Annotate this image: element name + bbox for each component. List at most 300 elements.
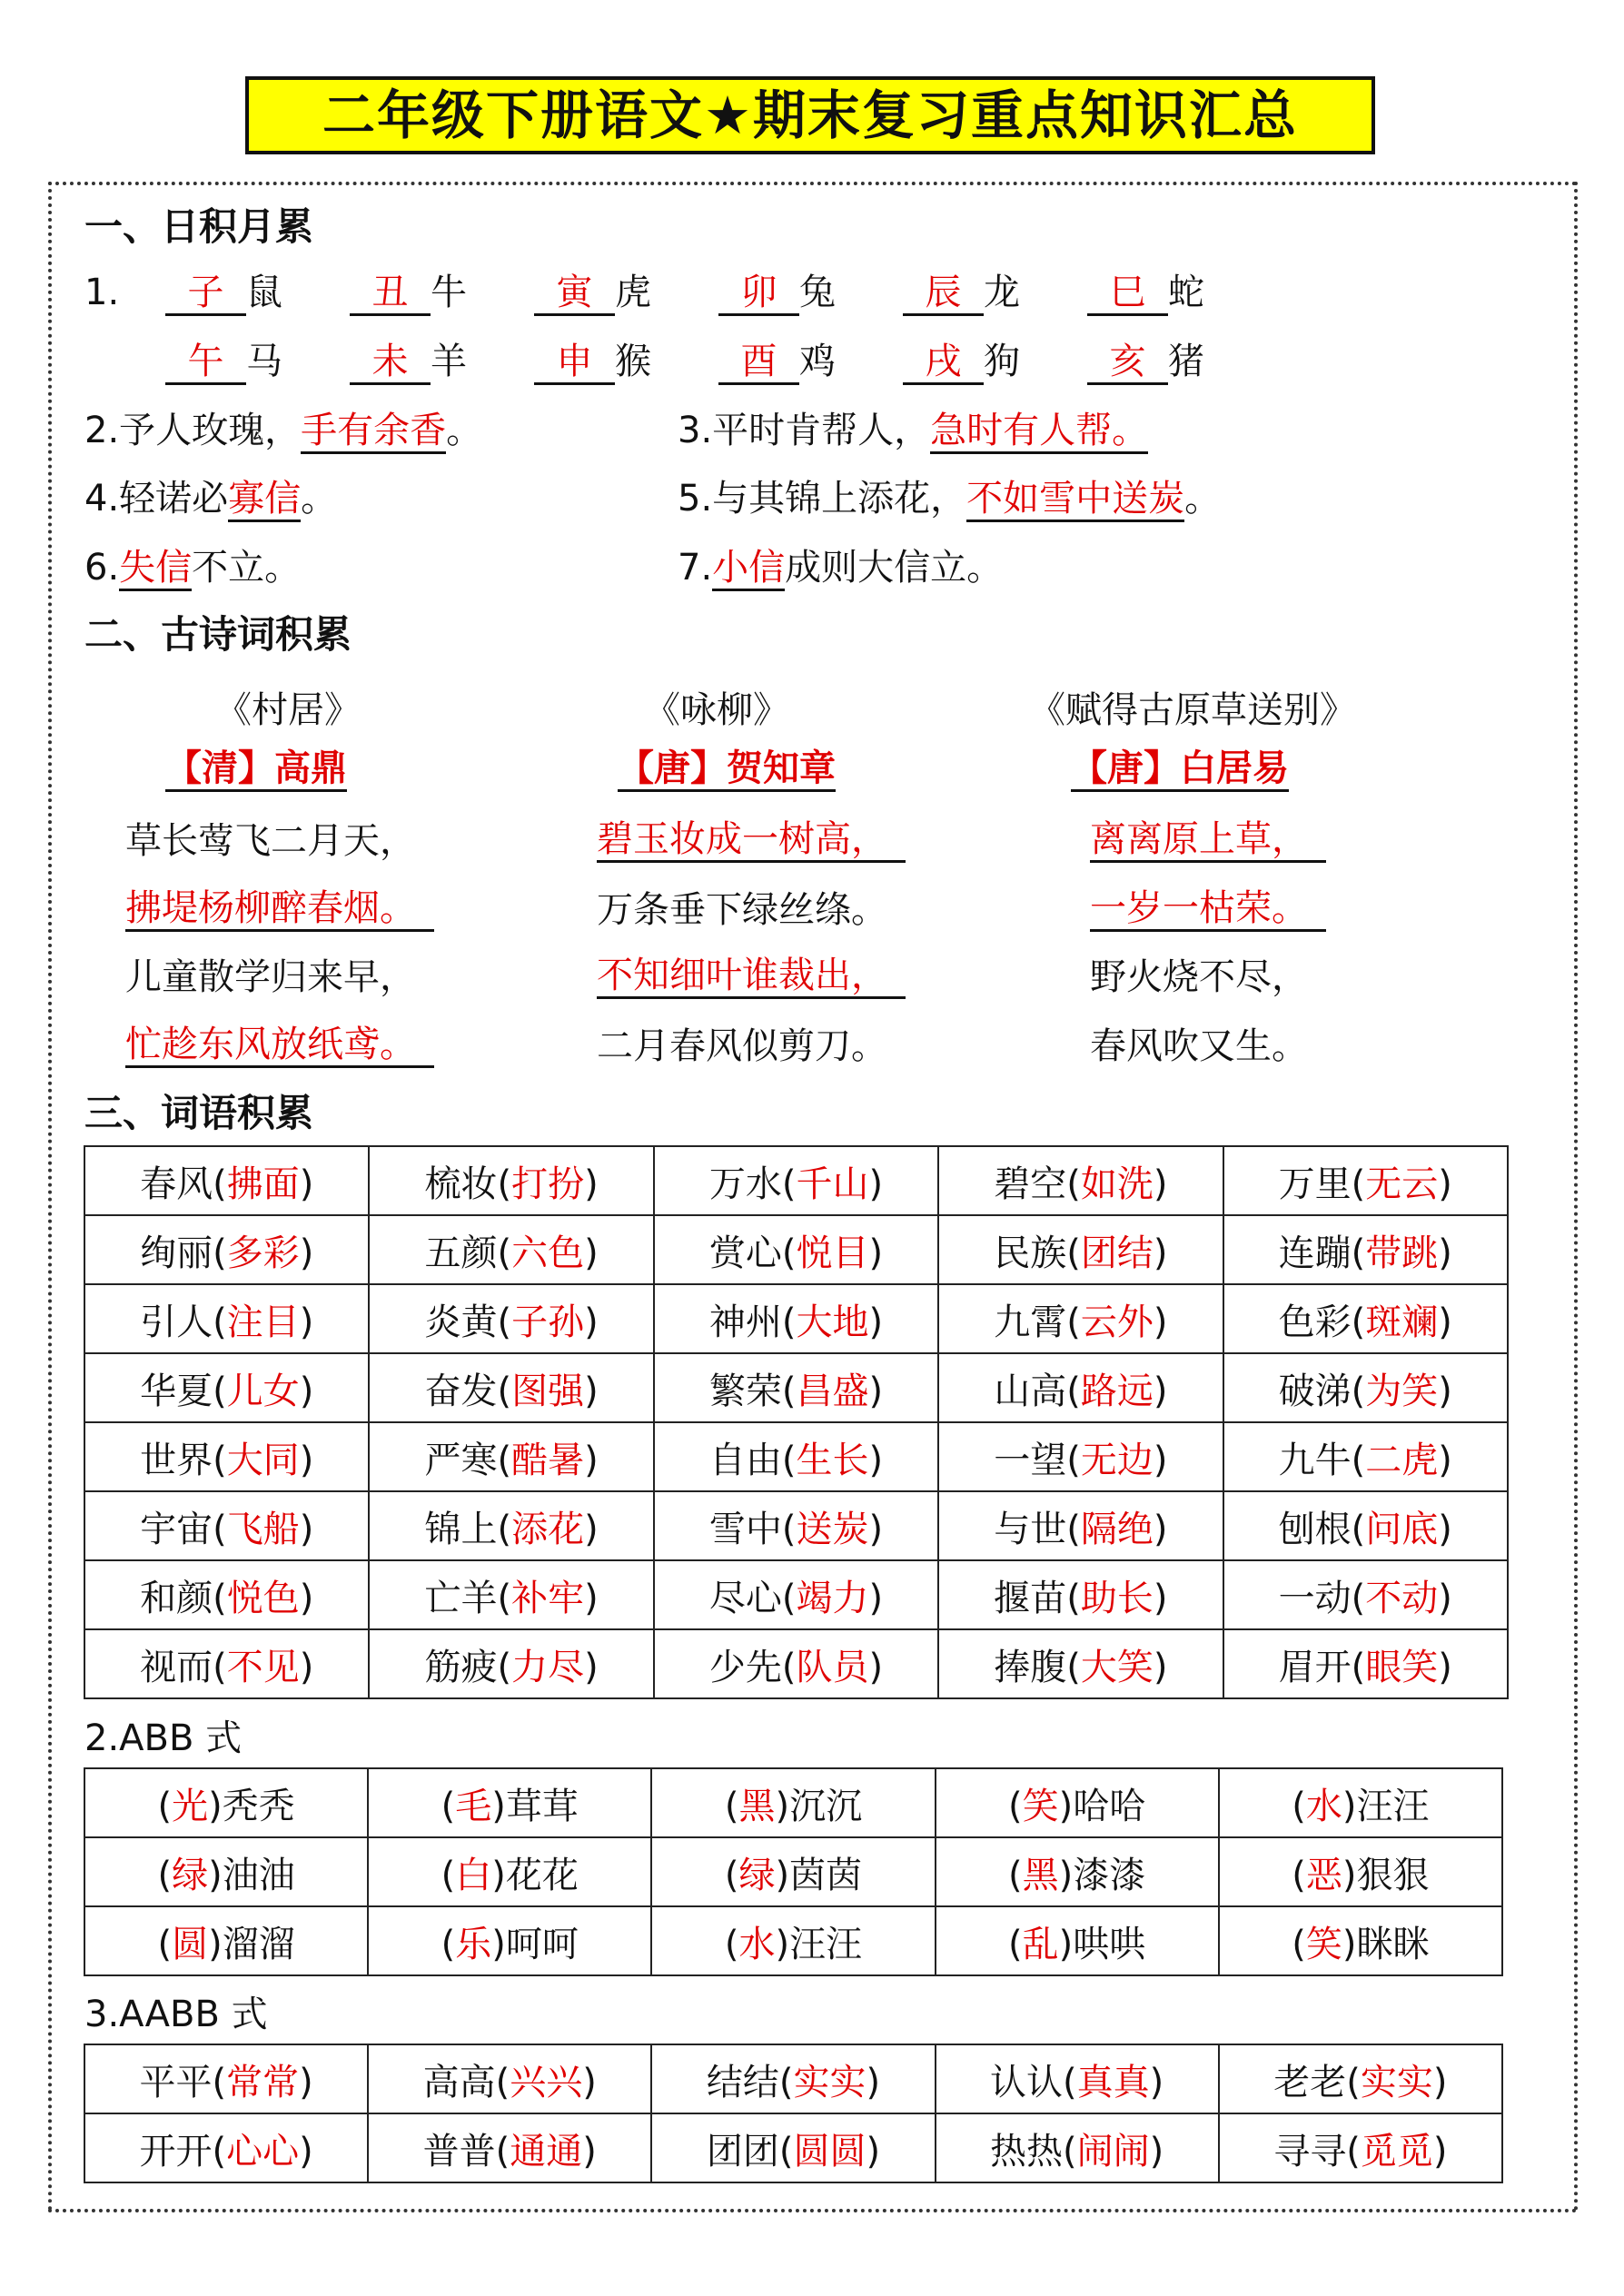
table-cell — [1223, 1491, 1508, 1560]
paren: ( — [1008, 1923, 1023, 1965]
word-part: 大笑 — [1080, 1646, 1154, 1688]
word-part: 筋疲 — [424, 1646, 498, 1688]
paren: ( — [497, 1439, 512, 1481]
table-cell — [654, 1422, 938, 1491]
paren: ) — [1058, 1854, 1074, 1896]
paren: ( — [781, 1370, 797, 1412]
paren: ) — [1438, 1646, 1452, 1688]
word-part: 绿 — [738, 1854, 776, 1896]
section-3-heading: 三、词语积累 — [84, 1091, 314, 1135]
saying-answer: 寡信 — [228, 478, 301, 522]
word-part: 通通 — [510, 2130, 583, 2172]
word-part: 圆 — [172, 1923, 209, 1965]
table-cell — [1223, 1629, 1508, 1698]
table-cell — [936, 2113, 1219, 2182]
paren: ) — [868, 1232, 884, 1274]
saying-text: 。 — [446, 410, 483, 451]
word-part: 视而 — [140, 1646, 213, 1688]
page-title: 二年级下册语文★期末复习重点知识汇总 — [245, 76, 1375, 154]
word-part: 乱 — [1022, 1923, 1059, 1965]
word-part: 问底 — [1365, 1508, 1439, 1550]
paren: ( — [495, 2130, 510, 2172]
word-part: 九霄 — [994, 1301, 1067, 1343]
paren: ) — [582, 2130, 597, 2172]
paren: ( — [213, 1439, 227, 1481]
poem-line: 碧玉妆成一树高， — [597, 818, 906, 863]
paren: ( — [1351, 1577, 1366, 1619]
paren: ( — [1063, 2061, 1077, 2103]
saying-line — [678, 408, 1148, 454]
word-part: 漆漆 — [1073, 1854, 1146, 1896]
word-part: 心心 — [226, 2130, 300, 2172]
word-part: 五颜 — [424, 1232, 498, 1274]
paren: ( — [213, 1646, 227, 1688]
word-part: 沉沉 — [789, 1785, 863, 1827]
paren: ) — [1342, 1854, 1357, 1896]
zodiac-answer: 申 — [534, 341, 615, 385]
table-cell — [369, 1353, 653, 1422]
paren: ) — [868, 1577, 884, 1619]
paren: ) — [584, 1577, 599, 1619]
word-part: 笑 — [1022, 1785, 1059, 1827]
paren: ) — [299, 1370, 314, 1412]
table-cell — [1219, 2113, 1502, 2182]
saying-text: 不立。 — [192, 547, 302, 589]
saying-line — [84, 545, 301, 591]
word-part: 老老 — [1273, 2061, 1347, 2103]
zodiac-animal: 猴 — [615, 341, 651, 382]
paren: ) — [868, 1370, 884, 1412]
paren: ( — [1066, 1163, 1081, 1205]
table-cell — [84, 1560, 369, 1629]
table-cell — [651, 2044, 935, 2113]
word-part: 尽心 — [708, 1577, 782, 1619]
paren: ( — [441, 1785, 456, 1827]
word-part: 觅觅 — [1360, 2130, 1433, 2172]
word-part: 少先 — [708, 1646, 782, 1688]
paren: ( — [1063, 2130, 1077, 2172]
paren: ) — [299, 1508, 314, 1550]
zodiac-item — [350, 270, 534, 316]
table-cell — [1223, 1422, 1508, 1491]
zodiac-item — [534, 270, 718, 316]
word-part: 花花 — [505, 1854, 579, 1896]
paren: ( — [157, 1854, 173, 1896]
paren: ) — [866, 2130, 881, 2172]
word-part: 呵呵 — [505, 1923, 579, 1965]
table-cell — [84, 1422, 369, 1491]
word-part: 千山 — [796, 1163, 869, 1205]
table-cell — [368, 2113, 651, 2182]
table-cell — [938, 1560, 1223, 1629]
word-part: 添花 — [511, 1508, 585, 1550]
word-part: 云外 — [1080, 1301, 1154, 1343]
table-row — [84, 1629, 1508, 1698]
paren: ) — [1153, 1439, 1168, 1481]
zodiac-number: 1. — [84, 272, 120, 313]
word-part: 山高 — [994, 1370, 1067, 1412]
paren: ) — [1432, 2061, 1448, 2103]
paren: ) — [584, 1163, 599, 1205]
paren: ) — [584, 1439, 599, 1481]
word-part: 热热 — [990, 2130, 1064, 2172]
word-part: 汪汪 — [1356, 1785, 1430, 1827]
zodiac-animal: 猪 — [1168, 341, 1204, 382]
paren: ( — [212, 2061, 227, 2103]
word-part: 梳妆 — [424, 1163, 498, 1205]
table-row — [84, 1560, 1508, 1629]
paren: ( — [213, 1508, 227, 1550]
table-cell — [654, 1491, 938, 1560]
table-row — [84, 2113, 1502, 2182]
saying-text: 5.与其锦上添花， — [678, 478, 967, 520]
table-cell — [938, 1284, 1223, 1353]
paren: ( — [1292, 1854, 1306, 1896]
paren: ) — [299, 1232, 314, 1274]
zodiac-answer: 子 — [165, 272, 246, 316]
paren: ( — [495, 2061, 510, 2103]
paren: ( — [1351, 1508, 1366, 1550]
table-cell — [938, 1491, 1223, 1560]
word-part: 拂面 — [226, 1163, 300, 1205]
paren: ) — [1058, 1785, 1074, 1827]
paren: ( — [1066, 1577, 1081, 1619]
word-part: 开开 — [139, 2130, 213, 2172]
paren: ( — [213, 1163, 227, 1205]
word-part: 哄哄 — [1073, 1923, 1146, 1965]
word-part: 眯眯 — [1356, 1923, 1430, 1965]
paren: ( — [1351, 1370, 1366, 1412]
paren: ( — [778, 2061, 794, 2103]
paren: ) — [1153, 1232, 1168, 1274]
word-part: 溜溜 — [222, 1923, 295, 1965]
paren: ) — [584, 1646, 599, 1688]
saying-answer: 失信 — [119, 547, 192, 591]
table-cell — [1219, 2044, 1502, 2113]
saying-text: 4.轻诺必 — [84, 478, 229, 520]
paren: ) — [299, 1439, 314, 1481]
word-part: 水 — [738, 1923, 776, 1965]
zodiac-answer: 酉 — [718, 341, 799, 385]
word-part: 连蹦 — [1278, 1232, 1352, 1274]
table-cell — [938, 1422, 1223, 1491]
paren: ) — [1153, 1646, 1168, 1688]
poem-line: 草长莺飞二月天， — [125, 820, 416, 862]
table-cell — [936, 1837, 1219, 1906]
word-part: 哈哈 — [1073, 1785, 1146, 1827]
poem-title: 《村居》 — [215, 689, 361, 731]
table-cell — [651, 1837, 935, 1906]
paren: ) — [868, 1301, 884, 1343]
zodiac-item — [718, 270, 903, 316]
zodiac-item — [165, 339, 350, 385]
paren: ( — [497, 1370, 512, 1412]
paren: ) — [1153, 1508, 1168, 1550]
paren: ( — [212, 2130, 227, 2172]
table-cell — [84, 1353, 369, 1422]
paren: ) — [1438, 1370, 1452, 1412]
paren: ( — [497, 1301, 512, 1343]
paren: ( — [1066, 1232, 1081, 1274]
paren: ) — [208, 1923, 223, 1965]
paren: ( — [1292, 1923, 1306, 1965]
zodiac-item — [1087, 270, 1272, 316]
poem-title: 《咏柳》 — [644, 689, 789, 731]
paren: ( — [1351, 1301, 1366, 1343]
table-cell — [936, 1768, 1219, 1837]
paren: ( — [781, 1646, 797, 1688]
saying-answer: 手有余香 — [301, 410, 446, 454]
word-part: 宇宙 — [140, 1508, 213, 1550]
word-part: 一望 — [994, 1439, 1067, 1481]
paren: ) — [299, 1163, 314, 1205]
paren: ( — [1346, 2061, 1361, 2103]
table-row — [84, 1422, 1508, 1491]
paren: ) — [299, 2061, 313, 2103]
paren: ) — [1153, 1370, 1168, 1412]
word-part: 真真 — [1076, 2061, 1150, 2103]
table-cell — [936, 1906, 1219, 1975]
paren: ) — [582, 2061, 597, 2103]
word-part: 黑 — [738, 1785, 776, 1827]
paren: ( — [1351, 1232, 1366, 1274]
table-cell — [84, 1491, 369, 1560]
paren: ) — [584, 1232, 599, 1274]
word-part: 实实 — [793, 2061, 866, 2103]
saying-text: 6. — [84, 547, 120, 589]
zodiac-answer: 亥 — [1087, 341, 1168, 385]
paren: ) — [868, 1439, 884, 1481]
paren: ( — [441, 1923, 456, 1965]
paren: ) — [1438, 1232, 1452, 1274]
word-part: 为笑 — [1365, 1370, 1439, 1412]
paren: ( — [724, 1923, 739, 1965]
saying-line — [678, 476, 1221, 522]
paren: ( — [1066, 1301, 1081, 1343]
table-cell — [369, 1629, 653, 1698]
table-cell — [368, 1906, 651, 1975]
table-row — [84, 1353, 1508, 1422]
table-cell — [84, 1768, 368, 1837]
paren: ( — [1066, 1370, 1081, 1412]
table-cell — [84, 2113, 368, 2182]
paren: ( — [497, 1646, 512, 1688]
word-part: 色彩 — [1278, 1301, 1352, 1343]
word-part: 华夏 — [140, 1370, 213, 1412]
word-part: 寻寻 — [1273, 2130, 1347, 2172]
table-row — [84, 1906, 1502, 1975]
paren: ( — [213, 1577, 227, 1619]
saying-answer: 不如雪中送炭 — [966, 478, 1184, 522]
table-cell — [1219, 1906, 1502, 1975]
paren: ) — [1149, 2130, 1164, 2172]
word-part: 乐 — [455, 1923, 492, 1965]
paren: ( — [781, 1232, 797, 1274]
poem-line: 离离原上草， — [1090, 818, 1326, 863]
table-cell — [1219, 1837, 1502, 1906]
table-cell — [654, 1215, 938, 1284]
word-part: 图强 — [511, 1370, 585, 1412]
paren: ( — [497, 1232, 512, 1274]
poem-line: 拂堤杨柳醉春烟。 — [125, 887, 434, 932]
word-part: 万里 — [1278, 1163, 1352, 1205]
saying-text: 。 — [301, 478, 338, 520]
zodiac-item — [165, 270, 350, 316]
table-cell — [938, 1146, 1223, 1215]
word-part: 带跳 — [1365, 1232, 1439, 1274]
word-part: 团团 — [706, 2130, 779, 2172]
saying-text: 。 — [1184, 478, 1222, 520]
paren: ) — [1342, 1923, 1357, 1965]
paren: ) — [491, 1923, 506, 1965]
word-part: 兴兴 — [510, 2061, 583, 2103]
word-part: 亡羊 — [424, 1577, 498, 1619]
paren: ( — [213, 1301, 227, 1343]
zodiac-row — [165, 339, 1272, 385]
paren: ( — [157, 1785, 173, 1827]
paren: ( — [441, 1854, 456, 1896]
poem-line: 不知细叶谁裁出， — [597, 955, 906, 999]
paren: ) — [775, 1923, 790, 1965]
word-part: 引人 — [140, 1301, 213, 1343]
poem-author: 【唐】贺知章 — [618, 747, 836, 792]
table-row — [84, 1284, 1508, 1353]
word-part: 路远 — [1080, 1370, 1154, 1412]
table-cell — [651, 2113, 935, 2182]
word-part: 毛 — [455, 1785, 492, 1827]
table-cell — [369, 1215, 653, 1284]
zodiac-animal: 龙 — [984, 272, 1020, 313]
word-part: 不见 — [226, 1646, 300, 1688]
zodiac-answer: 巳 — [1087, 272, 1168, 316]
zodiac-animal: 狗 — [984, 341, 1020, 382]
paren: ( — [497, 1163, 512, 1205]
table-cell — [84, 1629, 369, 1698]
paren: ( — [724, 1785, 739, 1827]
word-part: 万水 — [708, 1163, 782, 1205]
poem-line: 忙趁东风放纸鸢。 — [125, 1024, 434, 1068]
table-cell — [1223, 1146, 1508, 1215]
table-row — [84, 1768, 1502, 1837]
table-cell — [84, 2044, 368, 2113]
poem-author: 【唐】白居易 — [1071, 747, 1289, 792]
zodiac-animal: 牛 — [431, 272, 467, 313]
zodiac-animal: 兔 — [799, 272, 836, 313]
table-cell — [938, 1629, 1223, 1698]
word-part: 光 — [172, 1785, 209, 1827]
zodiac-item — [903, 270, 1087, 316]
table-cell — [84, 1146, 369, 1215]
word-part: 打扮 — [511, 1163, 585, 1205]
table-cell — [1223, 1284, 1508, 1353]
paren: ) — [584, 1370, 599, 1412]
idiom-table — [84, 1145, 1509, 1699]
paren: ) — [1058, 1923, 1074, 1965]
word-part: 儿女 — [226, 1370, 300, 1412]
paren: ) — [1438, 1577, 1452, 1619]
word-part: 水 — [1305, 1785, 1342, 1827]
paren: ( — [213, 1232, 227, 1274]
paren: ) — [299, 2130, 313, 2172]
word-part: 认认 — [990, 2061, 1064, 2103]
word-part: 圆圆 — [793, 2130, 866, 2172]
saying-line — [84, 476, 337, 522]
word-part: 碧空 — [994, 1163, 1067, 1205]
table-row — [84, 1837, 1502, 1906]
zodiac-animal: 鼠 — [246, 272, 282, 313]
paren: ( — [1346, 2130, 1361, 2172]
saying-answer: 小信 — [712, 547, 785, 591]
table-cell — [938, 1353, 1223, 1422]
paren: ) — [1438, 1163, 1452, 1205]
word-part: 如洗 — [1080, 1163, 1154, 1205]
word-part: 揠苗 — [994, 1577, 1067, 1619]
word-part: 绚丽 — [140, 1232, 213, 1274]
zodiac-animal: 马 — [246, 341, 282, 382]
poem-line: 二月春风似剪刀。 — [597, 1025, 887, 1067]
paren: ) — [1153, 1577, 1168, 1619]
word-part: 恶 — [1305, 1854, 1342, 1896]
word-part: 补牢 — [511, 1577, 585, 1619]
table-cell — [1223, 1353, 1508, 1422]
word-part: 平平 — [139, 2061, 213, 2103]
word-part: 实实 — [1360, 2061, 1433, 2103]
saying-line — [678, 545, 1003, 591]
paren: ( — [781, 1439, 797, 1481]
word-part: 飞船 — [226, 1508, 300, 1550]
paren: ) — [491, 1785, 506, 1827]
table-cell — [369, 1284, 653, 1353]
paren: ) — [1438, 1508, 1452, 1550]
word-part: 酷暑 — [511, 1439, 585, 1481]
saying-text: 2.予人玫瑰， — [84, 410, 302, 451]
word-part: 油油 — [222, 1854, 295, 1896]
paren: ( — [781, 1508, 797, 1550]
word-part: 民族 — [994, 1232, 1067, 1274]
zodiac-row — [165, 270, 1272, 316]
paren: ) — [299, 1301, 314, 1343]
saying-text: 成则大信立。 — [785, 547, 1004, 589]
zodiac-item — [350, 339, 534, 385]
word-part: 一动 — [1278, 1577, 1352, 1619]
table-cell — [369, 1560, 653, 1629]
word-part: 多彩 — [226, 1232, 300, 1274]
word-part: 无云 — [1365, 1163, 1439, 1205]
table-cell — [654, 1146, 938, 1215]
word-part: 奋发 — [424, 1370, 498, 1412]
table-cell — [654, 1629, 938, 1698]
table-cell — [938, 1215, 1223, 1284]
zodiac-item — [534, 339, 718, 385]
table-cell — [936, 2044, 1219, 2113]
word-part: 送炭 — [796, 1508, 869, 1550]
word-part: 六色 — [511, 1232, 585, 1274]
abb-table — [84, 1767, 1503, 1976]
word-part: 黑 — [1022, 1854, 1059, 1896]
table-cell — [368, 1837, 651, 1906]
paren: ( — [497, 1508, 512, 1550]
table-cell — [651, 1906, 935, 1975]
word-part: 神州 — [708, 1301, 782, 1343]
paren: ) — [775, 1785, 790, 1827]
paren: ( — [724, 1854, 739, 1896]
paren: ( — [1351, 1163, 1366, 1205]
zodiac-answer: 卯 — [718, 272, 799, 316]
table-row — [84, 1215, 1508, 1284]
paren: ) — [208, 1854, 223, 1896]
paren: ( — [157, 1923, 173, 1965]
word-part: 绿 — [172, 1854, 209, 1896]
